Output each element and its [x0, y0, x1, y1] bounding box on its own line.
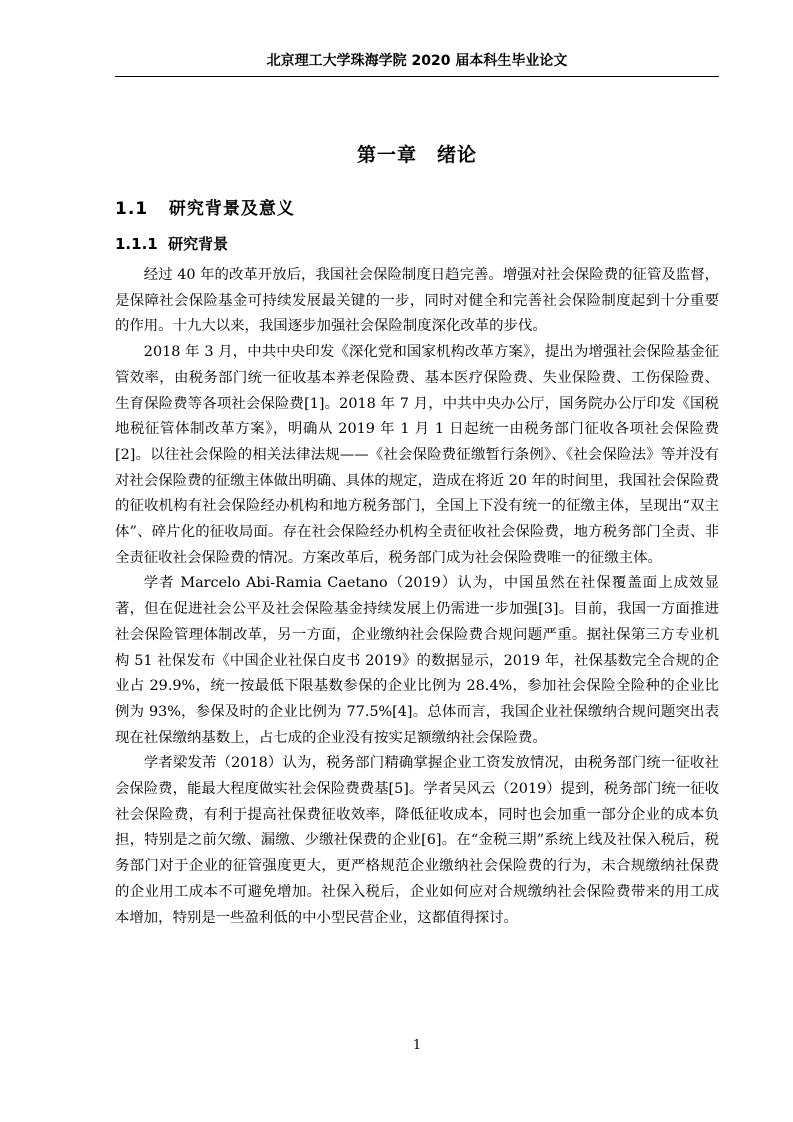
subsection-title: 研究背景 [168, 235, 229, 253]
subsection-number: 1.1.1 [115, 235, 158, 253]
running-header: 北京理工大学珠海学院 2020 届本科生毕业论文 [266, 53, 568, 69]
header-rule [115, 76, 719, 77]
paragraph: 经过 40 年的改革开放后，我国社会保险制度日趋完善。增强对社会保险费的征管及监督，是保障社会保险基金可持续发展最关键的一步，同时对健全和完善社会保险制度起到十分重要的作用。十九大以来，我国逐步加强社会保险制度深化改革的步伐。 [115, 267, 719, 335]
paragraph: 学者 Marcelo Abi-Ramia Caetano（2019）认为，中国虽然在社保覆盖面上成效显著，但在促进社会公平及社会保险基金持续发展上仍需进一步加强[3]。目前，我国一方面推进社会保险管理体制改革，另一方面，企业缴纳社会保险费合规问题严重。据社保第三方专业机构 51 社保发布《中国企业社保白皮书 2019》的数据显示，2019 年，社保基数完全合规的企业占 29.9%，统一按最低下限基数参保的企业比例为 28.4%，参加社会保险全险种的企业比例为 93%，参保及时的企业比例为 77.5%[4]。总体而言，我国企业社保缴纳合规问题突出表现在社保缴纳基数上，占七成的企业没有按实足额缴纳社会保险费。 [115, 575, 719, 746]
subsection-heading [115, 233, 228, 254]
body-text [115, 263, 719, 931]
section-number: 1.1 [115, 199, 149, 219]
paragraph: 学者梁发芾（2018）认为，税务部门精确掌握企业工资发放情况，由税务部门统一征收社会保险费，能最大程度做实社会保险费费基[5]。学者吴风云（2019）提到，税务部门统一征收社会保险费，有利于提高社保费征收效率，降低征收成本，同时也会加重一部分企业的成本负担，特别是之前欠缴、漏缴、少缴社保费的企业[6]。在“金税三期”系统上线及社保入税后，税务部门对于企业的征管强度更大，更严格规范企业缴纳社会保险费的行为，未合规缴纳社保费的企业用工成本不可避免增加。社保入税后，企业如何应对合规缴纳社会保险费带来的用工成本增加，特别是一些盈利低的中小型民营企业，这都值得探讨。 [115, 755, 719, 926]
section-heading [115, 194, 295, 219]
chapter-title: 第一章 绪论 [356, 144, 477, 166]
section-title: 研究背景及意义 [168, 199, 295, 219]
page-number: 1 [412, 1038, 422, 1053]
paragraph: 2018 年 3 月，中共中央印发《深化党和国家机构改革方案》，提出为增强社会保险基金征管效率，由税务部门统一征收基本养老保险费、基本医疗保险费、失业保险费、工伤保险费、生育保险费等各项社会保险费[1]。2018 年 7 月，中共中央办公厅，国务院办公厅印发《国税地税征管体制改革方案》，明确从 2019 年 1 月 1 日起统一由税务部门征收各项社会保险费[2]。以往社会保险的相关法律法规——《社会保险费征缴暂行条例》、《社会保险法》等并没有对社会保险费的征缴主体做出明确、具体的规定，造成在将近 20 年的时间里，我国社会保险费的征收机构有社会保险经办机构和地方税务部门，全国上下没有统一的征缴主体，呈现出“双主体”、碎片化的征收局面。存在社会保险经办机构全责征收社会保险费，地方税务部门全责、非全责征收社会保险费的情况。方案改革后，税务部门成为社会保险费唯一的征缴主体。 [115, 344, 719, 566]
